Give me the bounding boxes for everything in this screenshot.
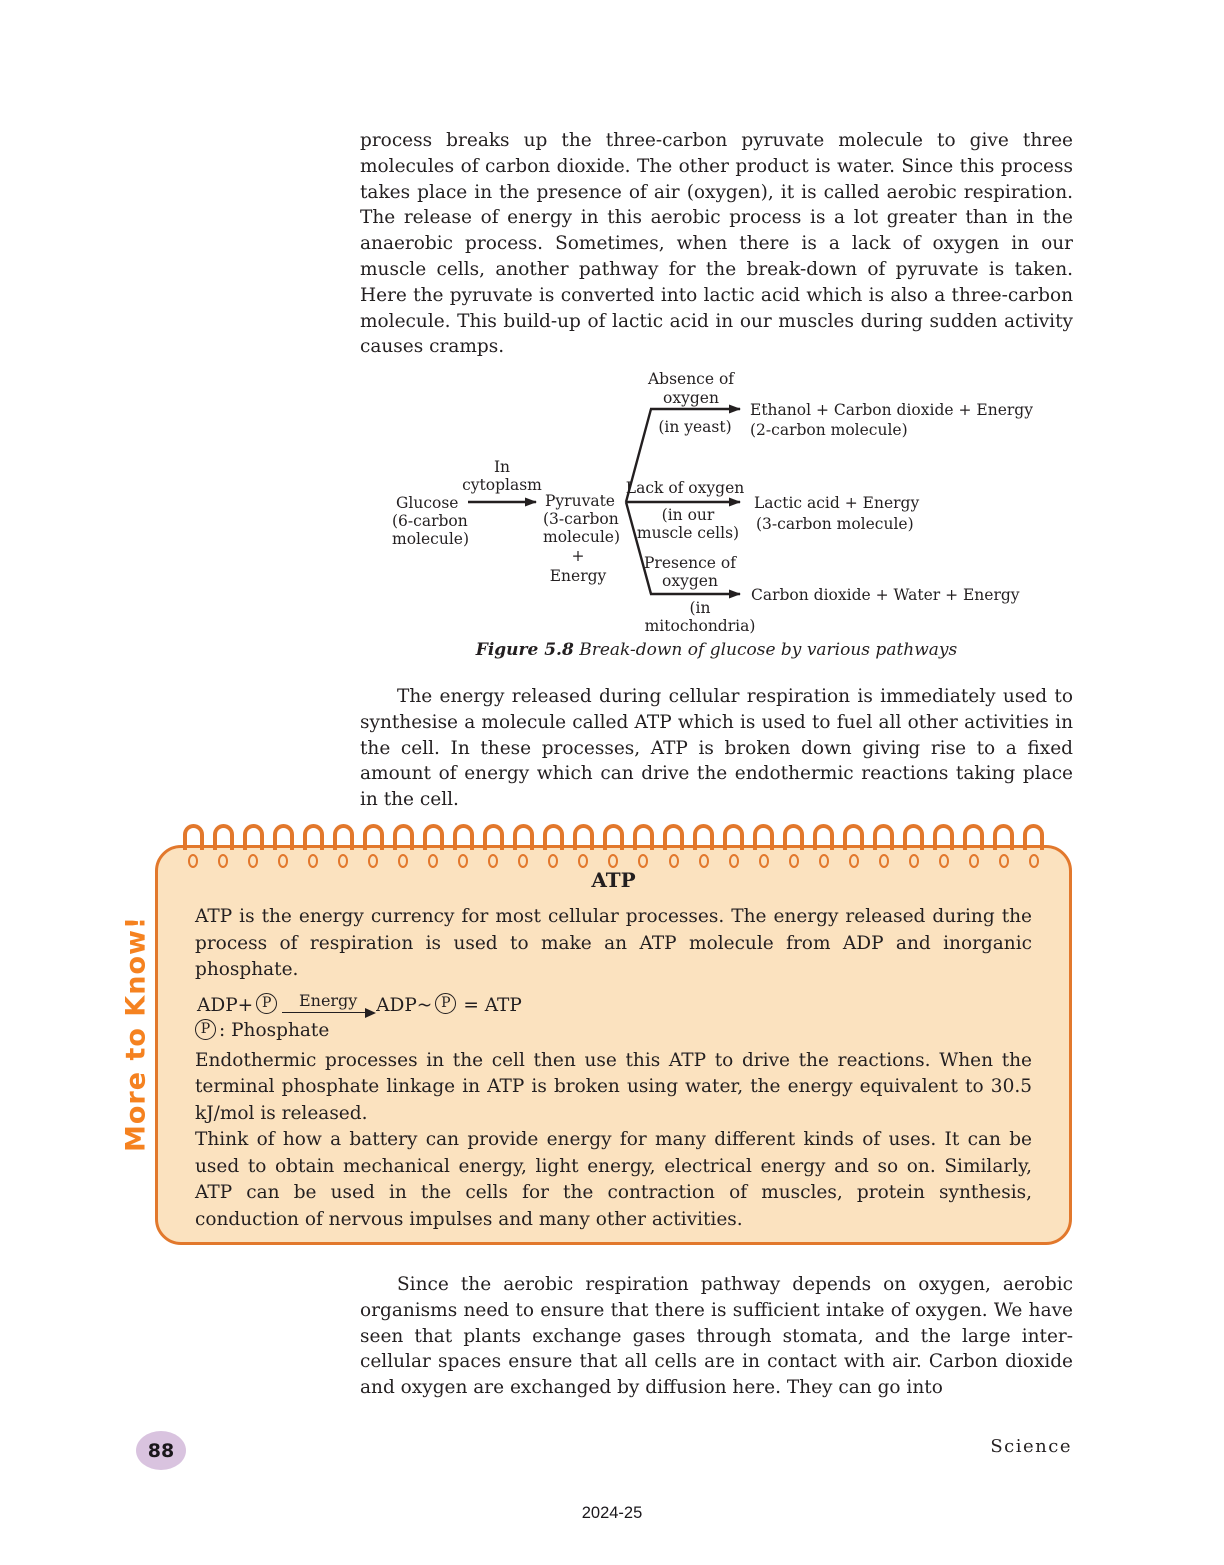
spiral-coil-icon — [182, 824, 204, 868]
spiral-coil-icon — [1023, 824, 1045, 868]
figure-5-8-diagram — [388, 366, 1048, 638]
figure-caption-text: Break-down of glucose by various pathways — [579, 640, 958, 660]
spiral-coil-icon — [963, 824, 985, 868]
diagram-ethanol-result: Ethanol + Carbon dioxide + Energy — [750, 401, 1033, 419]
figure-caption — [360, 640, 1073, 660]
reaction-arrow-icon — [282, 1010, 374, 1013]
formula-equals-atp: = ATP — [463, 994, 522, 1016]
diagram-co2-water-result: Carbon dioxide + Water + Energy — [751, 586, 1020, 604]
spiral-coil-icon — [663, 824, 685, 868]
diagram-muscle-cells-label: muscle cells) — [636, 524, 740, 542]
page-number-badge — [136, 1431, 186, 1470]
diagram-ethanol-result: (2-carbon molecule) — [750, 421, 908, 439]
diagram-lactic-acid-result: (3-carbon molecule) — [756, 515, 914, 533]
atp-formula — [197, 990, 1032, 1016]
reaction-arrow-label: Energy — [298, 990, 358, 1010]
body-paragraph: Since the aerobic respiration pathway depends on oxygen, aerobic organisms need to ensure that there is sufficient intake of oxygen. We have seen that plants exchange gases through stomata, and the large inter-cellular spaces ensure that all cells are in contact with air. Carbon dioxide and oxygen are exchanged by diffusion here. They can go into — [360, 1274, 1073, 1399]
spiral-coil-icon — [242, 824, 264, 868]
page-number: 88 — [147, 1439, 175, 1462]
spiral-coil-icon — [422, 824, 444, 868]
box-paragraph-atp-currency: ATP is the energy currency for most cellular processes. The energy released during the process of respiration is used to make an ATP molecule from ADP and inorganic phosphate. — [195, 906, 1032, 980]
glucose-breakdown-diagram — [388, 366, 1048, 638]
diagram-pyruvate-label: Energy — [549, 567, 607, 585]
branch-line-bottom — [626, 502, 651, 594]
spiral-coil-icon — [392, 824, 414, 868]
diagram-glucose-label: Glucose — [396, 494, 459, 512]
spiral-coil-icon — [272, 824, 294, 868]
spiral-coil-icon — [693, 824, 715, 868]
formula-product: ADP~ — [376, 994, 433, 1016]
spiral-coil-icon — [753, 824, 775, 868]
diagram-absence-oxygen-label: oxygen — [663, 389, 719, 407]
diagram-cytoplasm-label: cytoplasm — [462, 476, 542, 494]
box-title: ATP — [591, 868, 636, 892]
spiral-coil-icon — [723, 824, 745, 868]
box-paragraph-endothermic: Endothermic processes in the cell then use this ATP to drive the reactions. When the terminal phosphate linkage in ATP is broken using water, the energy equivalent to 30.5 kJ/mol is released. — [195, 1049, 1032, 1124]
diagram-presence-oxygen-label: oxygen — [662, 572, 718, 590]
reaction-arrow — [282, 990, 374, 1016]
diagram-muscle-cells-label: (in our — [661, 506, 715, 524]
spiral-coil-icon — [843, 824, 865, 868]
spiral-coil-icon — [512, 824, 534, 868]
footer-edition: 2024-25 — [581, 1504, 643, 1522]
diagram-mitochondria-label: (in — [689, 599, 711, 617]
spiral-coil-icon — [873, 824, 895, 868]
phosphate-symbol-icon: P — [256, 993, 277, 1014]
spiral-coil-icon — [302, 824, 324, 868]
body-paragraph: process breaks up the three-carbon pyruvate molecule to give three molecules of carbon dioxide. The other product is water. Since this process takes place in the presence of air (oxygen), it is called aerobic respiration. The release of energy in this aerobic process is a lot greater than in the anaerobic process. Sometimes, when there is a lack of oxygen in our muscle cells, another pathway for the break-down of pyruvate is taken. Here the pyruvate is converted into lactic acid which is also a three-carbon molecule. This build-up of lactic acid in our muscles during sudden activity causes cramps. — [360, 130, 1073, 358]
paragraph-atp-energy — [360, 684, 1073, 813]
more-to-know-box — [155, 845, 1072, 1245]
spiral-coil-icon — [602, 824, 624, 868]
spiral-coil-icon — [542, 824, 564, 868]
diagram-glucose-label: (6-carbon — [392, 512, 468, 530]
spiral-coil-icon — [903, 824, 925, 868]
footer-book-title: Science — [990, 1436, 1072, 1457]
body-paragraph: The energy released during cellular respiration is immediately used to synthesise a molecule called ATP which is used to fuel all other activities in the cell. In these processes, ATP is broken down giving rise to a fixed amount of energy which can drive the endothermic reactions taking place in the cell. — [360, 686, 1073, 811]
spiral-coil-icon — [212, 824, 234, 868]
diagram-in-yeast-label: (in yeast) — [658, 418, 732, 436]
spiral-coil-icon — [632, 824, 654, 868]
spiral-coil-icon — [452, 824, 474, 868]
spiral-coil-icon — [362, 824, 384, 868]
paragraph-aerobic-respiration — [360, 128, 1073, 360]
formula-reactant: ADP+ — [197, 994, 254, 1016]
diagram-pyruvate-label: molecule) — [543, 528, 621, 546]
figure-caption-label: Figure 5.8 — [475, 640, 574, 660]
diagram-presence-oxygen-label: Presence of — [644, 554, 736, 572]
diagram-cytoplasm-label: In — [493, 458, 511, 476]
diagram-pyruvate-label: (3-carbon — [543, 510, 619, 528]
phosphate-symbol-icon: P — [195, 1019, 216, 1040]
diagram-lack-oxygen-label: Lack of oxygen — [625, 479, 745, 497]
phosphate-legend — [195, 1019, 1032, 1042]
diagram-pyruvate-label: + — [571, 547, 585, 565]
spiral-coil-icon — [482, 824, 504, 868]
spiral-coil-icon — [813, 824, 835, 868]
diagram-glucose-label: molecule) — [392, 530, 470, 548]
diagram-absence-oxygen-label: Absence of — [647, 370, 735, 388]
box-paragraph-battery: Think of how a battery can provide energy for many different kinds of uses. It can be used to obtain mechanical energy, light energy, electrical energy and so on. Similarly, ATP can be used in the cells for the contraction of muscles, protein synthesis, conduction of nervous impulses and many other activities. — [195, 1129, 1032, 1230]
spiral-coil-icon — [783, 824, 805, 868]
diagram-lactic-acid-result: Lactic acid + Energy — [754, 494, 920, 512]
spiral-coil-icon — [993, 824, 1015, 868]
diagram-pyruvate-label: Pyruvate — [545, 492, 615, 510]
phosphate-legend-text: : Phosphate — [219, 1019, 330, 1041]
spiral-binding — [182, 824, 1045, 868]
paragraph-oxygen-intake — [360, 1272, 1073, 1401]
more-to-know-label: More to Know! — [120, 915, 152, 1153]
phosphate-symbol-icon: P — [435, 993, 456, 1014]
spiral-coil-icon — [332, 824, 354, 868]
spiral-coil-icon — [933, 824, 955, 868]
diagram-mitochondria-label: mitochondria) — [644, 617, 756, 635]
spiral-coil-icon — [572, 824, 594, 868]
